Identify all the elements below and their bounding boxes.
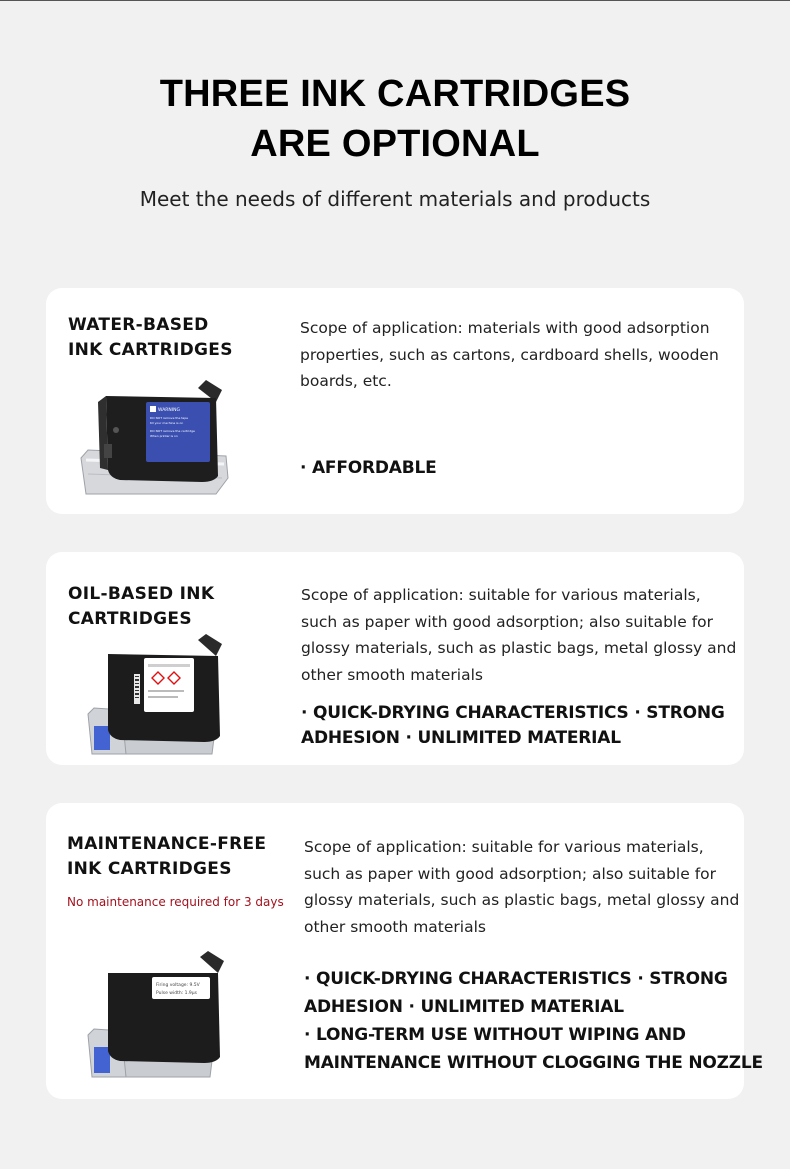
- feature-line: ADHESION · UNLIMITED MATERIAL: [304, 997, 624, 1017]
- svg-text:till your machine is on: till your machine is on: [150, 421, 184, 425]
- page-title: [0, 69, 790, 169]
- card-note: No maintenance required for 3 days: [67, 895, 284, 909]
- card-title: OIL-BASED INK CARTRIDGES: [68, 584, 215, 629]
- card-features: [301, 701, 725, 751]
- feature-line: · LONG-TERM USE WITHOUT WIPING AND: [304, 1025, 686, 1045]
- card-water-based: [46, 288, 744, 514]
- feature-line: ADHESION · UNLIMITED MATERIAL: [301, 728, 621, 748]
- svg-text:DO NOT remove the cartridge: DO NOT remove the cartridge: [150, 429, 195, 433]
- card-title: MAINTENANCE-FREE INK CARTRIDGES: [67, 834, 267, 879]
- card-oil-based: [46, 552, 744, 765]
- page-title-line-2: ARE OPTIONAL: [250, 123, 540, 165]
- svg-text:When printer is on: When printer is on: [150, 434, 178, 438]
- oil-based-cartridge-image: [84, 634, 234, 758]
- feature-line: · AFFORDABLE: [300, 458, 437, 478]
- feature-line: MAINTENANCE WITHOUT CLOGGING THE NOZZLE: [304, 1053, 763, 1073]
- feature-line: · QUICK-DRYING CHARACTERISTICS · STRONG: [304, 969, 728, 989]
- card-description: Scope of application: suitable for various materials, such as paper with good adsorption; also suitable for glossy materials, such as plastic bags, metal glossy and other smooth materials: [304, 838, 740, 936]
- card-features: [300, 456, 437, 481]
- water-based-cartridge-image: [76, 378, 236, 496]
- svg-text:Firing voltage: 9.5V: Firing voltage: 9.5V: [156, 983, 200, 988]
- svg-text:DO NOT remove the tape: DO NOT remove the tape: [150, 416, 189, 420]
- card-description: Scope of application: materials with good adsorption properties, such as cartons, cardboard shells, wooden boards, etc.: [300, 319, 719, 390]
- page-subtitle: Meet the needs of different materials and products: [139, 187, 651, 211]
- svg-text:WARNING: WARNING: [158, 408, 180, 413]
- feature-line: · QUICK-DRYING CHARACTERISTICS · STRONG: [301, 703, 725, 723]
- card-maintenance-free: [46, 803, 763, 1099]
- card-description: Scope of application: suitable for various materials, such as paper with good adsorption; also suitable for glossy materials, such as plastic bags, metal glossy and other smooth materials: [301, 586, 737, 684]
- page-title-line-1: THREE INK CARTRIDGES: [159, 73, 631, 115]
- card-title: WATER-BASED INK CARTRIDGES: [68, 315, 233, 360]
- maintenance-free-cartridge-image: [84, 951, 234, 1083]
- card-features: [304, 965, 763, 1077]
- svg-text:Pulse width: 1.9μs: Pulse width: 1.9μs: [156, 991, 197, 996]
